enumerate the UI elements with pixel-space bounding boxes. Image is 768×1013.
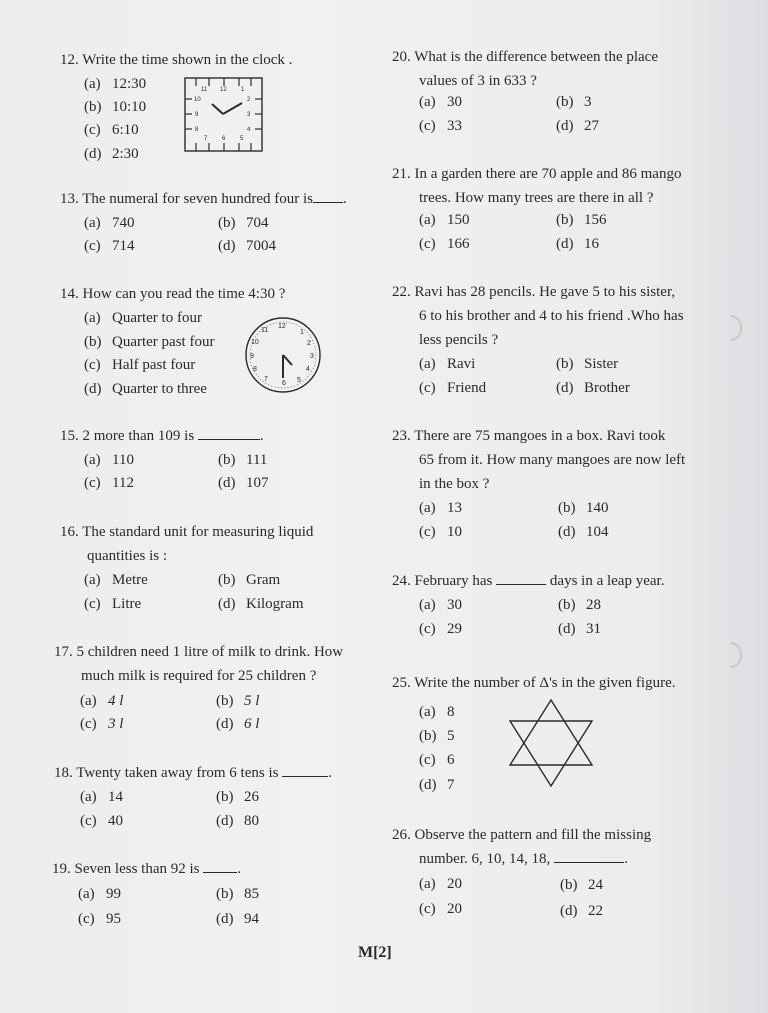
question-stem-end: days in a leap year. (549, 573, 665, 589)
question-number: 15. (60, 428, 79, 444)
option-d: (d) 7004 (218, 238, 276, 254)
option-a: (a) Ravi (419, 356, 476, 372)
question-stem-continued: values of 3 in 633 ? (419, 73, 537, 89)
question-stem-continued: less pencils ? (419, 332, 499, 348)
option-d: (d) Brother (556, 380, 630, 396)
question-25 (392, 671, 676, 695)
option-a: (a) 30 (419, 94, 462, 110)
question-stem: February has (414, 573, 493, 589)
question-number: 18. (54, 765, 73, 781)
question-17 (54, 640, 343, 688)
option-d: (d) 94 (216, 911, 259, 927)
svg-text:12: 12 (220, 87, 227, 93)
question-number: 16. (60, 524, 79, 540)
question-26: 26. Observe the pattern and fill the missing number. 6, 10, 14, 18, . (392, 827, 652, 867)
question-stem: The standard unit for measuring liquid (82, 524, 314, 540)
option-b: (b) 3 (556, 94, 592, 110)
question-number: 22. (392, 284, 411, 300)
question-number: 21. (392, 166, 411, 182)
question-21 (392, 162, 681, 210)
svg-text:2: 2 (247, 97, 251, 103)
option-c: (c) Litre (84, 596, 142, 612)
option-b: (b) Sister (556, 356, 619, 372)
question-12 (60, 48, 292, 72)
question-number: 23. (392, 428, 411, 444)
option-a: (a) 740 (84, 215, 135, 231)
option-d: (d) 31 (558, 621, 601, 637)
question-stem: 2 more than 109 is (82, 428, 195, 444)
page-footer-code: M[2] (358, 944, 392, 961)
option-a: (a) 8 (419, 704, 455, 720)
option-b: (b) Gram (218, 572, 281, 588)
svg-text:1: 1 (241, 87, 245, 93)
question-23 (392, 424, 685, 496)
question-stem: Write the time shown in the clock . (82, 52, 293, 68)
question-14 (60, 282, 285, 306)
svg-text:2: 2 (307, 340, 311, 347)
option-c: (c) 29 (419, 621, 462, 637)
option-d: (d) 27 (556, 118, 599, 134)
question-number: 25. (392, 675, 411, 691)
svg-text:9: 9 (195, 112, 199, 118)
option-a: (a) 14 (80, 789, 123, 805)
question-24 (392, 569, 664, 593)
option-c: (c) 33 (419, 118, 462, 134)
question-number: 17. (54, 644, 73, 660)
svg-text:4: 4 (306, 366, 310, 373)
svg-text:8: 8 (253, 366, 257, 373)
option-d: (d) 107 (218, 475, 269, 491)
question-stem-continued: 65 from it. How many mangoes are now left (419, 452, 686, 468)
option-b: (b) 704 (218, 215, 269, 231)
question-stem: Ravi has 28 pencils. He gave 5 to his sister, (414, 284, 676, 300)
option-a: (a) 4 l (80, 693, 124, 709)
option-d: (d) 2:30 (84, 146, 139, 162)
option-c: (c) 3 l (80, 716, 124, 732)
question-stem: Seven less than 92 is (74, 861, 200, 877)
svg-text:9: 9 (250, 353, 254, 360)
option-b: (b) 5 (419, 728, 455, 744)
option-a: (a) 110 (84, 452, 134, 468)
question-stem: Write the number of Δ's in the given figure. (414, 675, 676, 691)
question-13: 13. The numeral for seven hundred four is . (60, 187, 347, 211)
svg-text:5: 5 (240, 136, 244, 142)
question-16 (60, 520, 313, 568)
question-stem: Twenty taken away from 6 tens is (76, 765, 279, 781)
svg-text:8: 8 (195, 127, 199, 133)
star-of-david-figure (505, 697, 597, 789)
option-d: (d) Kilogram (218, 596, 304, 612)
question-number: 13. (60, 191, 79, 207)
option-b: (b) 5 l (216, 693, 260, 709)
square-clock-figure (184, 77, 264, 153)
question-stem: Observe the pattern and fill the missing (414, 827, 652, 843)
svg-text:11: 11 (201, 87, 208, 93)
option-d: (d) 80 (216, 813, 259, 829)
question-number: 26. (392, 827, 411, 843)
svg-text:12: 12 (278, 323, 286, 330)
answer-blank (554, 848, 624, 863)
option-b: (b) 111 (218, 452, 268, 468)
option-c: (c) 40 (80, 813, 123, 829)
option-a: (a) 20 (419, 876, 462, 892)
option-b: (b) 24 (560, 877, 603, 893)
option-c: (c) Friend (419, 380, 487, 396)
option-b: (b) Quarter past four (84, 334, 215, 350)
option-a: (a) 150 (419, 212, 470, 228)
question-stem: How can you read the time 4:30 ? (82, 286, 286, 302)
option-a: (a) 30 (419, 597, 462, 613)
option-a: (a) 12:30 (84, 76, 147, 92)
question-20 (392, 45, 658, 93)
question-number: 20. (392, 49, 411, 65)
question-number: 12. (60, 52, 79, 68)
option-b: (b) 156 (556, 212, 607, 228)
svg-text:10: 10 (194, 97, 201, 103)
option-a: (a) Quarter to four (84, 310, 202, 326)
answer-blank (496, 570, 546, 585)
option-a: (a) 99 (78, 886, 121, 902)
option-d: (d) 22 (560, 903, 603, 919)
option-c: (c) 95 (78, 911, 121, 927)
svg-text:11: 11 (261, 327, 269, 334)
svg-text:1: 1 (300, 329, 304, 336)
option-b: (b) 26 (216, 789, 259, 805)
answer-blank (203, 858, 237, 873)
round-clock-figure (243, 315, 323, 395)
question-stem-continued: quantities is : (87, 548, 167, 564)
question-15: 15. 2 more than 109 is . (60, 424, 264, 448)
question-number: 24. (392, 573, 411, 589)
svg-text:7: 7 (264, 376, 268, 383)
option-c: (c) 166 (419, 236, 470, 252)
question-22 (392, 280, 684, 352)
answer-blank (198, 425, 260, 440)
option-b: (b) 85 (216, 886, 259, 902)
svg-text:4: 4 (247, 127, 251, 133)
svg-text:3: 3 (247, 112, 251, 118)
svg-text:5: 5 (297, 377, 301, 384)
question-stem-continued: trees. How many trees are there in all ? (419, 190, 654, 206)
question-stem-continued: number. 6, 10, 14, 18, (419, 851, 551, 867)
option-c: (c) 10 (419, 524, 462, 540)
svg-text:3: 3 (310, 353, 314, 360)
option-c: (c) 20 (419, 901, 462, 917)
question-stem: 5 children need 1 litre of milk to drink. How (76, 644, 344, 660)
question-stem: What is the difference between the place (414, 49, 658, 65)
option-c: (c) 112 (84, 475, 134, 491)
answer-blank (282, 762, 328, 777)
option-c: (c) Half past four (84, 357, 196, 373)
option-b: (b) 140 (558, 500, 609, 516)
svg-text:6: 6 (222, 136, 226, 142)
option-d: (d) 6 l (216, 716, 260, 732)
svg-text:6: 6 (282, 380, 286, 387)
option-d: (d) 104 (558, 524, 609, 540)
question-number: 14. (60, 286, 79, 302)
svg-text:10: 10 (251, 339, 259, 346)
option-a: (a) Metre (84, 572, 148, 588)
question-19: 19. Seven less than 92 is . (52, 857, 241, 881)
option-d: (d) 7 (419, 777, 455, 793)
binder-hole-mark (730, 315, 742, 341)
question-number: 19. (52, 861, 71, 877)
question-stem-continued: much milk is required for 25 children ? (81, 668, 317, 684)
binder-hole-mark (730, 642, 742, 668)
answer-blank (313, 188, 343, 203)
option-c: (c) 6 (419, 752, 455, 768)
option-d: (d) Quarter to three (84, 381, 207, 397)
option-a: (a) 13 (419, 500, 462, 516)
question-18: 18. Twenty taken away from 6 tens is . (54, 761, 332, 785)
svg-text:7: 7 (204, 136, 208, 142)
question-stem: In a garden there are 70 apple and 86 mango (414, 166, 682, 182)
option-d: (d) 16 (556, 236, 599, 252)
option-c: (c) 714 (84, 238, 135, 254)
question-stem-continued: 6 to his brother and 4 to his friend .Who has (419, 308, 684, 324)
option-c: (c) 6:10 (84, 122, 139, 138)
option-b: (b) 10:10 (84, 99, 147, 115)
option-b: (b) 28 (558, 597, 601, 613)
question-stem: The numeral for seven hundred four is (82, 191, 313, 207)
question-stem-continued: in the box ? (419, 476, 490, 492)
question-stem: There are 75 mangoes in a box. Ravi took (414, 428, 666, 444)
